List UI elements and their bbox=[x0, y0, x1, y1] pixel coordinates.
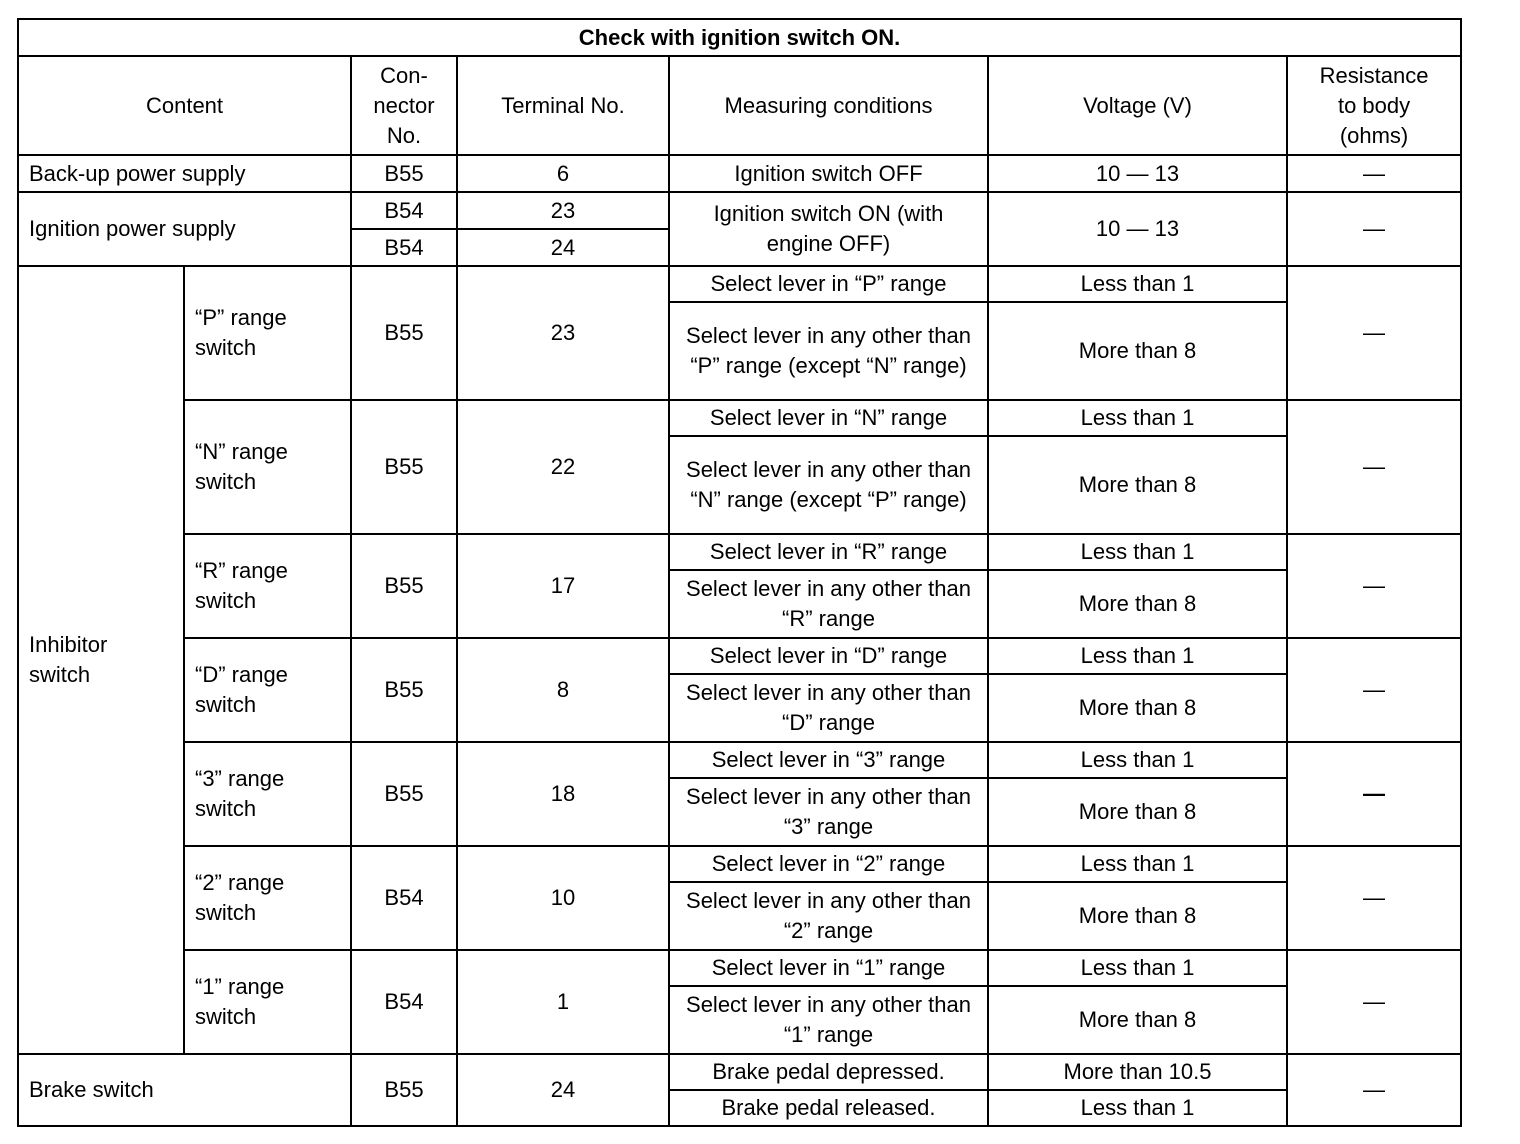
switch-volt-in-1: Less than 1 bbox=[988, 950, 1287, 986]
switch-cond-other-r: Select lever in any other than “R” range bbox=[669, 570, 988, 638]
switch-volt-in-r: Less than 1 bbox=[988, 534, 1287, 570]
header-row bbox=[18, 56, 1461, 155]
brake-connector: B55 bbox=[351, 1054, 457, 1126]
backup-resistance: — bbox=[1287, 155, 1461, 192]
table-row-3-in bbox=[18, 742, 1461, 778]
switch-connector-2: B54 bbox=[351, 846, 457, 950]
table-title: Check with ignition switch ON. bbox=[18, 19, 1461, 56]
switch-connector-d: B55 bbox=[351, 638, 457, 742]
backup-voltage: 10 — 13 bbox=[988, 155, 1287, 192]
table-row-brake-depressed bbox=[18, 1054, 1461, 1090]
inhibitor-content: Inhibitor switch bbox=[18, 266, 184, 1054]
header-resistance-text: Resistance to body (ohms) bbox=[1319, 62, 1429, 148]
switch-volt-other-3: More than 8 bbox=[988, 778, 1287, 846]
header-terminal bbox=[457, 56, 669, 155]
table-row-p-in bbox=[18, 266, 1461, 302]
header-conditions-text: Measuring conditions bbox=[724, 92, 933, 118]
table-row-r-in bbox=[18, 534, 1461, 570]
switch-cond-other-2: Select lever in any other than “2” range bbox=[669, 882, 988, 950]
switch-resistance-3: — bbox=[1287, 742, 1461, 846]
switch-terminal-p: 23 bbox=[457, 266, 669, 400]
header-content-text: Content bbox=[145, 92, 224, 118]
switch-terminal-3: 18 bbox=[457, 742, 669, 846]
switch-volt-other-r: More than 8 bbox=[988, 570, 1287, 638]
ignition-terminal-a: 23 bbox=[457, 192, 669, 229]
ignition-check-table bbox=[17, 18, 1462, 1127]
table-row-1-in bbox=[18, 950, 1461, 986]
switch-volt-in-d: Less than 1 bbox=[988, 638, 1287, 674]
table-row-ignition-a bbox=[18, 192, 1461, 229]
switch-terminal-1: 1 bbox=[457, 950, 669, 1054]
switch-connector-p: B55 bbox=[351, 266, 457, 400]
switch-cond-in-3: Select lever in “3” range bbox=[669, 742, 988, 778]
table-row-2-in bbox=[18, 846, 1461, 882]
header-resistance bbox=[1287, 56, 1461, 155]
switch-connector-3: B55 bbox=[351, 742, 457, 846]
switch-cond-other-d: Select lever in any other than “D” range bbox=[669, 674, 988, 742]
brake-cond-released: Brake pedal released. bbox=[669, 1090, 988, 1126]
switch-cond-in-r: Select lever in “R” range bbox=[669, 534, 988, 570]
brake-resistance: — bbox=[1287, 1054, 1461, 1126]
brake-content: Brake switch bbox=[18, 1054, 351, 1126]
switch-resistance-1: — bbox=[1287, 950, 1461, 1054]
switch-name-p: “P” range switch bbox=[184, 266, 351, 400]
switch-volt-in-n: Less than 1 bbox=[988, 400, 1287, 436]
switch-cond-in-1: Select lever in “1” range bbox=[669, 950, 988, 986]
header-connector bbox=[351, 56, 457, 155]
switch-volt-other-n: More than 8 bbox=[988, 436, 1287, 534]
header-voltage bbox=[988, 56, 1287, 155]
switch-cond-other-1: Select lever in any other than “1” range bbox=[669, 986, 988, 1054]
switch-cond-other-n: Select lever in any other than “N” range (except “P” range) bbox=[669, 436, 988, 534]
switch-name-r: “R” range switch bbox=[184, 534, 351, 638]
switch-terminal-n: 22 bbox=[457, 400, 669, 534]
brake-volt-depressed: More than 10.5 bbox=[988, 1054, 1287, 1090]
switch-cond-other-3: Select lever in any other than “3” range bbox=[669, 778, 988, 846]
ignition-content: Ignition power supply bbox=[18, 192, 351, 266]
backup-terminal: 6 bbox=[457, 155, 669, 192]
header-conditions bbox=[669, 56, 988, 155]
switch-cond-other-p: Select lever in any other than “P” range (except “N” range) bbox=[669, 302, 988, 400]
switch-cond-in-2: Select lever in “2” range bbox=[669, 846, 988, 882]
switch-terminal-d: 8 bbox=[457, 638, 669, 742]
switch-volt-other-1: More than 8 bbox=[988, 986, 1287, 1054]
ignition-connector-a: B54 bbox=[351, 192, 457, 229]
header-content bbox=[18, 56, 351, 155]
switch-resistance-d: — bbox=[1287, 638, 1461, 742]
ignition-voltage: 10 — 13 bbox=[988, 192, 1287, 266]
switch-connector-n: B55 bbox=[351, 400, 457, 534]
header-voltage-text: Voltage (V) bbox=[1083, 92, 1192, 118]
switch-resistance-p: — bbox=[1287, 266, 1461, 400]
switch-cond-in-p: Select lever in “P” range bbox=[669, 266, 988, 302]
switch-connector-1: B54 bbox=[351, 950, 457, 1054]
header-connector-text: Con- nector No. bbox=[373, 62, 435, 148]
table-row-backup bbox=[18, 155, 1461, 192]
switch-cond-in-d: Select lever in “D” range bbox=[669, 638, 988, 674]
brake-cond-depressed: Brake pedal depressed. bbox=[669, 1054, 988, 1090]
switch-volt-in-3: Less than 1 bbox=[988, 742, 1287, 778]
switch-resistance-r: — bbox=[1287, 534, 1461, 638]
switch-resistance-n: — bbox=[1287, 400, 1461, 534]
switch-volt-in-p: Less than 1 bbox=[988, 266, 1287, 302]
ignition-terminal-b: 24 bbox=[457, 229, 669, 266]
switch-name-d: “D” range switch bbox=[184, 638, 351, 742]
switch-cond-in-n: Select lever in “N” range bbox=[669, 400, 988, 436]
switch-volt-in-2: Less than 1 bbox=[988, 846, 1287, 882]
switch-terminal-r: 17 bbox=[457, 534, 669, 638]
switch-name-n: “N” range switch bbox=[184, 400, 351, 534]
backup-condition: Ignition switch OFF bbox=[669, 155, 988, 192]
ignition-condition: Ignition switch ON (with engine OFF) bbox=[669, 192, 988, 266]
ignition-connector-b: B54 bbox=[351, 229, 457, 266]
switch-resistance-2: — bbox=[1287, 846, 1461, 950]
backup-content: Back-up power supply bbox=[18, 155, 351, 192]
backup-connector: B55 bbox=[351, 155, 457, 192]
switch-name-1: “1” range switch bbox=[184, 950, 351, 1054]
table-row-n-in bbox=[18, 400, 1461, 436]
switch-volt-other-d: More than 8 bbox=[988, 674, 1287, 742]
brake-terminal: 24 bbox=[457, 1054, 669, 1126]
brake-volt-released: Less than 1 bbox=[988, 1090, 1287, 1126]
table-row-d-in bbox=[18, 638, 1461, 674]
switch-name-2: “2” range switch bbox=[184, 846, 351, 950]
switch-name-3: “3” range switch bbox=[184, 742, 351, 846]
switch-terminal-2: 10 bbox=[457, 846, 669, 950]
switch-connector-r: B55 bbox=[351, 534, 457, 638]
switch-volt-other-p: More than 8 bbox=[988, 302, 1287, 400]
header-terminal-text: Terminal No. bbox=[501, 92, 625, 118]
switch-volt-other-2: More than 8 bbox=[988, 882, 1287, 950]
ignition-resistance: — bbox=[1287, 192, 1461, 266]
